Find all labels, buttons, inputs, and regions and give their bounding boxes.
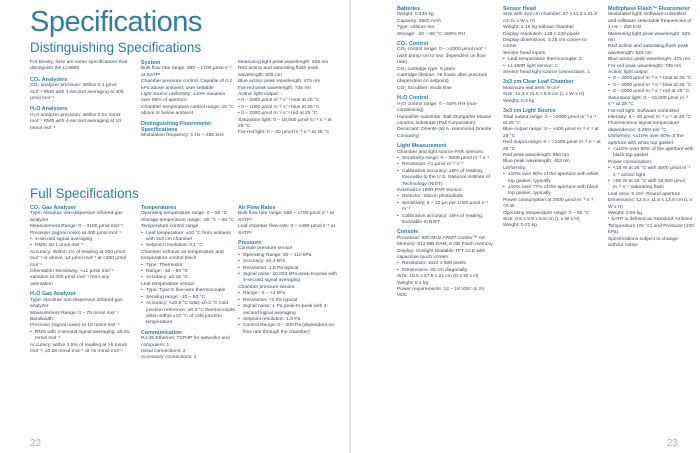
spec-item: Cartridge lifetime: >8 hours after puncture (dependent on setpoint) <box>397 73 488 85</box>
bullet-item: • 0 – 3000 µmol m⁻² s⁻¹ total at 25 °C <box>608 76 694 82</box>
system-item: Chamber temperature control range: 10 °C above or below ambient <box>141 104 234 117</box>
page-number-right: 23 <box>666 438 678 449</box>
section-heading: Temperatures <box>141 205 177 211</box>
bullet-item: • Sensing range: -10 – 60 °C <box>141 295 236 301</box>
bullet-item: • Type: Thermistor <box>141 263 236 269</box>
spec-item: Weight: 2.15 kg without chamber <box>503 25 575 31</box>
bullet-item: • Dimensions: 26 cm diagonally <box>397 268 495 274</box>
spec-item: Leaf area: 6 cm², Round aperture <box>608 191 681 197</box>
distinguishing-heading: Distinguishing Specifications <box>30 40 202 55</box>
page-right <box>350 0 700 453</box>
measure-item: • 0 – 1000 µmol m⁻² s⁻¹ blue at 25 °C <box>238 104 320 110</box>
section-heading: Pressure <box>238 240 262 247</box>
spec-item: Humidifier substrate: Ball Stuttgarter Masse ceramic substrate (Pall Corporation) <box>397 114 492 126</box>
spec-item: Red output range: 0 – >1600 µmol m⁻² s⁻¹ at 25 °C <box>503 140 601 152</box>
spec-item: Blue peak wavelength: 453 nm <box>503 159 570 165</box>
system-item: Bulk flow rate range: 680 – 1700 µmol s⁻¹ at SATP¹ <box>141 66 232 78</box>
bullet-item: • Range: -2 – +2 kPa <box>238 291 338 297</box>
section-heading: Air Flow Rates <box>238 205 276 211</box>
spec-item: External LI-190R PAR Sensor: <box>397 187 463 193</box>
measuring-column <box>238 60 338 137</box>
bullet-item: • Signal noise: ≤0.004 kPa peak-to-peak with 4-second signal averaging <box>238 272 338 285</box>
spec-item: Far-red light: Software controlled intensity: 0 – 20 µmol m⁻² s⁻¹ at 25 °C <box>608 108 692 120</box>
spec-item: Modulated light: Software controlled and software selectable frequencies of 1 Hz – 250 kHz <box>608 12 692 31</box>
spec-item: Chamber pressure sensor <box>238 284 295 290</box>
spec-item: Operating temperature range: 0 – 50 °C <box>503 210 590 216</box>
full-col-1 <box>30 205 133 355</box>
spec-item: Uniformity: <box>503 165 527 171</box>
section-heading: Sensor Head <box>503 6 536 12</box>
bullet-item: • Leaf temperature: ±10 °C from ambient with 3x3 cm chamber <box>141 231 236 244</box>
system-item: Chamber pressure control: Capable of 0.2 kPa above ambient; user settable <box>141 79 233 91</box>
spec-item: H₂O control range: 0 – 50% RH (non-condensing) <box>397 101 479 114</box>
right-col-1 <box>397 6 495 300</box>
bullet-item: • <±10% over 90% of the aperture with black top gasket <box>608 147 694 160</box>
section-heading: Light Measurement <box>397 143 447 150</box>
footnote: ¹ SATP is defined as Standard Ambient Temperature (25 °C) and Pressure (100 kPa). <box>608 217 694 236</box>
spec-item: Leaf chamber flow rate: 0 – 1400 µmol s⁻¹ at SATP¹ <box>238 224 336 236</box>
bullet-item: • Accuracy: ±0.4 kPa <box>238 259 338 265</box>
spec-item: Accuracy: Within 1% of reading at 200 µmol mol⁻¹ or above, ±2 µmol mol⁻¹ at <200 µmol mol⁻¹ <box>30 249 126 268</box>
section-heading: Console <box>397 229 419 236</box>
bullet-item: • Detector: Silicon photodiode <box>397 194 495 200</box>
bullet-item: • Sensitivity: 5 – 10 µA per 1000 µmol s⁻¹ m⁻² <box>397 201 495 214</box>
spec-item: Accuracy: within 1.5% of reading at >5 mmol mol⁻¹; ±0.08 mmol mol⁻¹ at <5 mmol mol⁻¹ <box>30 342 127 354</box>
spec-item: Far-red peak wavelength: 735 nm <box>608 63 682 69</box>
spec-item: Red actinic and saturating flash peak wavelength: 625 nm <box>608 44 689 56</box>
spec-item: Display dimensions: 3.15 cm corner-to-corner <box>503 38 588 50</box>
spec-item: Saturation light: 0 – 16,000 µmol m⁻² s⁻¹ at 25 °C <box>608 95 689 108</box>
bullet-item: • RMS with 4-second signal averaging: ≤0.01 mmol mol⁻¹ <box>30 330 133 343</box>
spec-item: Storage temperature range: -20 °C – 60 °C <box>141 217 235 223</box>
spec-item: Chamber and light source PAR sensors: <box>397 149 484 155</box>
section-heading: Batteries <box>397 6 421 12</box>
section-heading: 3x3 cm Clear Leaf Chamber <box>503 79 574 86</box>
full-spec-heading: Full Specifications <box>30 186 139 201</box>
spec-item: Display resolution: 128 x 128 pixels <box>503 31 580 37</box>
measure-item: • 0 – 3000 µmol m⁻² s⁻¹ total at 25 °C <box>238 98 320 104</box>
spec-item: Size: 18.5 x 27.5 x 21 cm (D x W x H) <box>397 274 479 280</box>
bullet-item: • 4-second signal averaging <box>30 237 133 243</box>
footnote: Specifications subject to change without notice <box>608 236 678 249</box>
spec-item: RJ-45 Ethernet; TCP/IP for networks and computers: 1 <box>141 336 230 348</box>
measure-item: Saturation light: 0 – 16,000 µmol m⁻² s⁻¹ at 25 °C <box>238 117 332 130</box>
spec-item: Type: Absolute non-dispersive infrared gas analyzer <box>30 297 123 310</box>
h2o-analyzers-heading: H₂O Analyzers <box>30 106 68 113</box>
spec-item: Size with 3x3 cm chamber: 37 x 11.5 x 21.6 cm (L x W x H) <box>503 12 598 24</box>
spec-item: Power requirements: 12 – 18 VDC or 24 VDC <box>397 287 484 299</box>
bullet-item: • Accuracy: <±0.5 °C total; ±0.2 °C cold junction reference; ±0.3 °C thermocouple when within ±10 °C of cold junction temperature <box>141 301 236 327</box>
page-title: Specifications <box>30 6 202 38</box>
spec-item: Blue actinic peak wavelength: 475 nm <box>608 57 691 63</box>
spec-item: Sensor head light source connections: 1 <box>503 70 590 76</box>
bullet-item: • 0 – 2000 µmol m⁻² s⁻¹ red at 25 °C <box>608 89 694 95</box>
page-number-left: 22 <box>30 438 42 449</box>
spec-item: Measurement Range: 0 – 75 mmol mol⁻¹ <box>30 310 119 316</box>
section-heading: CO₂ Control <box>397 41 429 48</box>
measure-item: Far-red peak wavelength: 735 nm <box>238 85 312 91</box>
spec-item: Size: 11.3 x 11.5 x 5.9 cm (L x W x H) <box>503 92 585 98</box>
spec-item: Measuring light peak wavelength: 625 nm <box>608 31 691 44</box>
fluorometer-item: Modulation frequency: 1 Hz – 250 kHz <box>141 133 224 139</box>
spec-item: Uniformity: <±10% over 90% of the aperture with white top gasket <box>608 134 684 146</box>
spec-item: Storage: -20 – 60 °C; ≤80% RH <box>397 31 466 37</box>
spec-item: CO₂ control range: 0 – >2000 µmol mol⁻¹ (with pump set to low; dependent on flow rate) <box>397 47 487 66</box>
measure-item: Blue actinic peak wavelength: 475 nm <box>238 79 321 85</box>
section-heading: Communication <box>141 329 182 336</box>
co2-analyzers-heading: CO₂ Analyzers <box>30 76 68 83</box>
system-item: Light source uniformity: ±10% variation over 90% of aperture <box>141 92 226 104</box>
bullet-item: • Type: Type E fine-wire thermocouple <box>141 288 236 294</box>
bullet-item: • Calibration accuracy: ±5% of reading, traceable to NIST <box>397 214 495 227</box>
spec-item: Display: Sunlight readable TFT LCD with capacitive touch screen <box>397 248 486 261</box>
spec-item: Leaf temperature sensor <box>141 281 195 287</box>
spec-item: Chamber exhaust air temperature and temperature control block <box>141 249 224 262</box>
spec-item: Type: Absolute non-dispersive infrared gas analyzer <box>30 211 123 223</box>
spec-item: Processor: 800 MHz ARM® Cortex™ A8 <box>397 235 485 241</box>
system-column <box>141 60 236 140</box>
measure-item: Far-red light: 0 – 30 µmol m⁻² s⁻¹ at 25 °C <box>238 130 330 136</box>
spec-item: Actinic light output <box>608 70 648 76</box>
spec-item: Total output range: 0 – >2000 µmol m⁻² s⁻¹ at 25 °C <box>503 114 597 126</box>
bullet-item: • Resolution: 1.5 Pa typical <box>238 266 338 272</box>
spec-item: Sensor head inputs <box>503 50 546 56</box>
spec-item: Memory: 512 MB RAM; 8 GB Flash memory <box>397 242 493 248</box>
measure-item: Red actinic and saturating flash peak wavelength: 625 nm <box>238 66 319 78</box>
bullet-item: • Resolution: 1024 x 600 pixels <box>397 261 495 267</box>
section-heading: H₂O Gas Analyzer <box>30 291 76 298</box>
right-col-2 <box>503 6 601 230</box>
spec-item: CO₂ cartridge type: 8 gram <box>397 66 456 72</box>
spec-item: Weight: 0.435 kg <box>397 12 434 18</box>
spec-item: Head connections: 2 <box>141 348 186 354</box>
spec-item: Precision (signal noise) at 10 mmol mol⁻¹ <box>30 323 120 329</box>
spec-item: Bulk flow rate range: 680 – 1700 µmol s⁻¹ at SATP¹ <box>238 211 334 223</box>
full-col-3 <box>238 205 338 336</box>
section-heading: H₂O Control <box>397 95 429 102</box>
section-heading: Multiphase Flash™ Fluorometer <box>608 6 691 12</box>
system-heading: System <box>141 60 161 66</box>
spec-item: Type: Lithium Ion <box>397 25 435 31</box>
spec-item: Operating temperature range: 0 – 50 °C <box>141 211 228 217</box>
bullet-item: • Range: -10 – 60 °C <box>141 269 236 275</box>
spec-item: Accessory connections: 2 <box>141 355 197 361</box>
spec-item: Weight: 6.1 kg <box>397 280 429 286</box>
spec-item: Power consumption at 2000 µmol m⁻² s⁻¹: <5 W <box>503 197 595 210</box>
bullet-item: • Signal noise: 1 Pa peak-to-peak with 4-second signal averaging <box>238 304 338 317</box>
bullet-item: • <60 W at 25 °C with 16,000 µmol m⁻² s⁻¹ saturating flash <box>608 179 694 192</box>
spec-item: Measurement Range: 0 – 3100 µmol mol⁻¹ <box>30 224 123 230</box>
section-heading: CO₂ Gas Analyzer <box>30 205 76 211</box>
spec-item: Orientation Sensitivity: <±1 µmol mol⁻¹ variation at 400 µmol mol⁻¹ from any orientation <box>30 269 114 287</box>
spec-item: Blue output range: 0 – >400 µmol m⁻² s⁻¹ at 25 °C <box>503 127 599 139</box>
distinguishing-fluorometer-heading: Distinguishing Fluorometer Specifications <box>141 120 212 134</box>
spec-item: CO₂ Scrubber: Soda lime <box>397 85 452 91</box>
intro-block <box>30 60 128 132</box>
intro-text: For brevity, here are some specifications that distinguish the LI-6800. <box>30 60 128 72</box>
full-col-2 <box>141 205 236 362</box>
measure-item: • 0 – 2000 µmol m⁻² s⁻¹ red at 25 °C <box>238 111 318 117</box>
bullet-item: • <18 W at 25 °C with 3000 µmol m⁻² s⁻¹ actinic light <box>608 166 694 179</box>
spec-item: Bandwidth: <box>30 316 55 322</box>
h2o-analyzers-text: H₂O analyzer precision: Within 0.01 mmol mol⁻¹ RMS with 4-second averaging at 10 mmol mol⁻¹ <box>30 112 121 131</box>
bullet-item: • 0 – 3000 µmol m⁻² s⁻¹ blue at 25 °C <box>608 83 694 89</box>
right-col-3 <box>608 6 694 249</box>
spec-item: Weight: 0.66 kg <box>608 211 642 216</box>
bullet-item: • Leaf temperature thermocouple: 2 <box>503 57 601 63</box>
bullet-item: • Setpoint resolution: 0.1 °C <box>141 243 236 249</box>
measure-item: Measuring light peak wavelength: 625 nm <box>238 60 329 65</box>
spec-item: Temperature control range <box>141 224 199 230</box>
spec-item: Red peak wavelength: 660 nm <box>503 152 570 158</box>
co2-analyzers-text: CO₂ analyzer precision: Within 0.1 µmol mol⁻¹ RMS with 4-second averaging at 400 µmol mol⁻¹ <box>30 83 124 102</box>
spec-item: Console pressure sensor <box>238 246 293 252</box>
spec-item: Precision (signal noise) at 400 µmol mol⁻¹ <box>30 230 122 236</box>
bullet-item: • Sensitivity range: 0 – 3000 µmol m⁻² s⁻¹ <box>397 156 495 162</box>
bullet-item: • ±10% over 77% of the aperture with black top gasket, typically <box>503 185 601 198</box>
bullet-item: • Control Range: 0 – 200 Pa (dependent on flow rate through the chamber) <box>238 323 338 336</box>
bullet-item: • LI-190R light sensor: 1 <box>503 64 601 70</box>
bullet-item: • Accuracy: ±0.15 °C <box>141 275 236 281</box>
spec-item: Weight: 0.21 kg <box>503 223 537 229</box>
spec-item: Power consumption: <box>608 159 653 165</box>
measure-item: Actinic light output: <box>238 92 280 98</box>
spec-item: Maximum leaf area: 9 cm² <box>503 85 560 91</box>
bullet-item: • ±10% over 90% of the aperture with white top gasket, typically <box>503 172 601 185</box>
spec-item: Capacity: 6900 mAh <box>397 18 442 24</box>
spec-item: Size: 6.6 x 5.9 x 5.8 cm (L x W x H) <box>503 217 580 222</box>
bullet-item: • Operating Range: 50 – 110 kPa <box>238 253 338 259</box>
bullet-item: • Setpoint resolution: 1.0 Pa <box>238 317 338 323</box>
bullet-item: • Calibration accuracy: ±5% of reading, traceable to the U.S. National Institute of Technology (NIST) <box>397 169 495 188</box>
spec-item: Dimensions: 12.5 x 11.5 x 13.6 cm (L x W x H) <box>608 198 692 210</box>
spec-item: Weight: 0.3 kg <box>503 98 535 104</box>
section-heading: 3x3 cm Light Source <box>503 108 556 115</box>
spec-item: Desiccant: Drierite (W.A. Hammond Drierite Company) <box>397 127 492 139</box>
bullet-item: • RMS: ≤0.1 µmol mol⁻¹ <box>30 243 133 249</box>
bullet-item: • Resolution: <1 Pa typical <box>238 298 338 304</box>
spec-item: Fluorescence signal temperature dependence: 0.25% per °C <box>608 121 680 133</box>
bullet-item: • Resolution: <1 µmol m⁻² s⁻¹ <box>397 162 495 168</box>
